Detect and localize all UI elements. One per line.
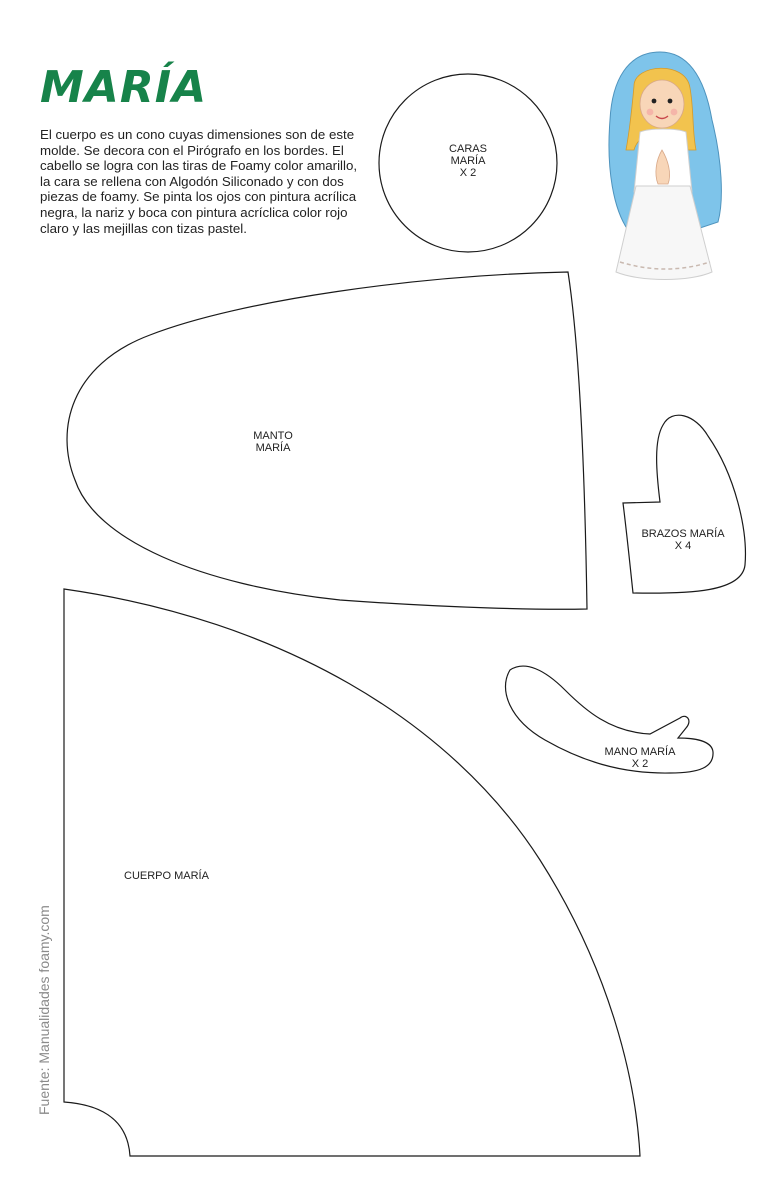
brazos-label-line-1: BRAZOS MARÍA	[641, 528, 725, 540]
brazos-label-line-2: X 4	[674, 540, 692, 552]
brazos-label	[630, 528, 736, 552]
mano-label-line-2: X 2	[631, 758, 649, 770]
instructions-text: El cuerpo es un cono cuyas dimensiones son de este molde. Se decora con el Pirógrafo en los bordes. El cabello se logra con las tiras de Foamy color amarillo, la cara se rellena con Algodón Siliconado y con dos piezas de foamy. Se pinta los ojos con pintura acrílica negra, la nariz y boca con pintura acríclica color rojo claro y las mejillas con tizas pastel.	[40, 127, 358, 236]
caras-label-line-2: MARÍA	[450, 155, 486, 167]
caras-label	[428, 143, 508, 179]
manto-label	[233, 430, 313, 454]
manto-label-line-2: MARÍA	[255, 442, 291, 454]
manto-piece-outline	[67, 272, 587, 609]
cuerpo-label	[124, 870, 224, 882]
mano-label-line-1: MANO MARÍA	[604, 746, 676, 758]
face-shape	[640, 80, 684, 128]
manto-label-line-1: MANTO	[253, 430, 293, 442]
maria-figure-photo	[598, 44, 726, 288]
cuerpo-label-line-1: CUERPO MARÍA	[124, 870, 209, 882]
page-title: MARÍA	[40, 62, 208, 113]
mano-label	[592, 746, 688, 770]
source-credit: Fuente: Manualidades foamy.com	[36, 905, 52, 1115]
brazos-piece-outline	[623, 415, 745, 593]
caras-label-line-3: X 2	[459, 167, 477, 179]
caras-label-line-1: CARAS	[449, 143, 487, 155]
